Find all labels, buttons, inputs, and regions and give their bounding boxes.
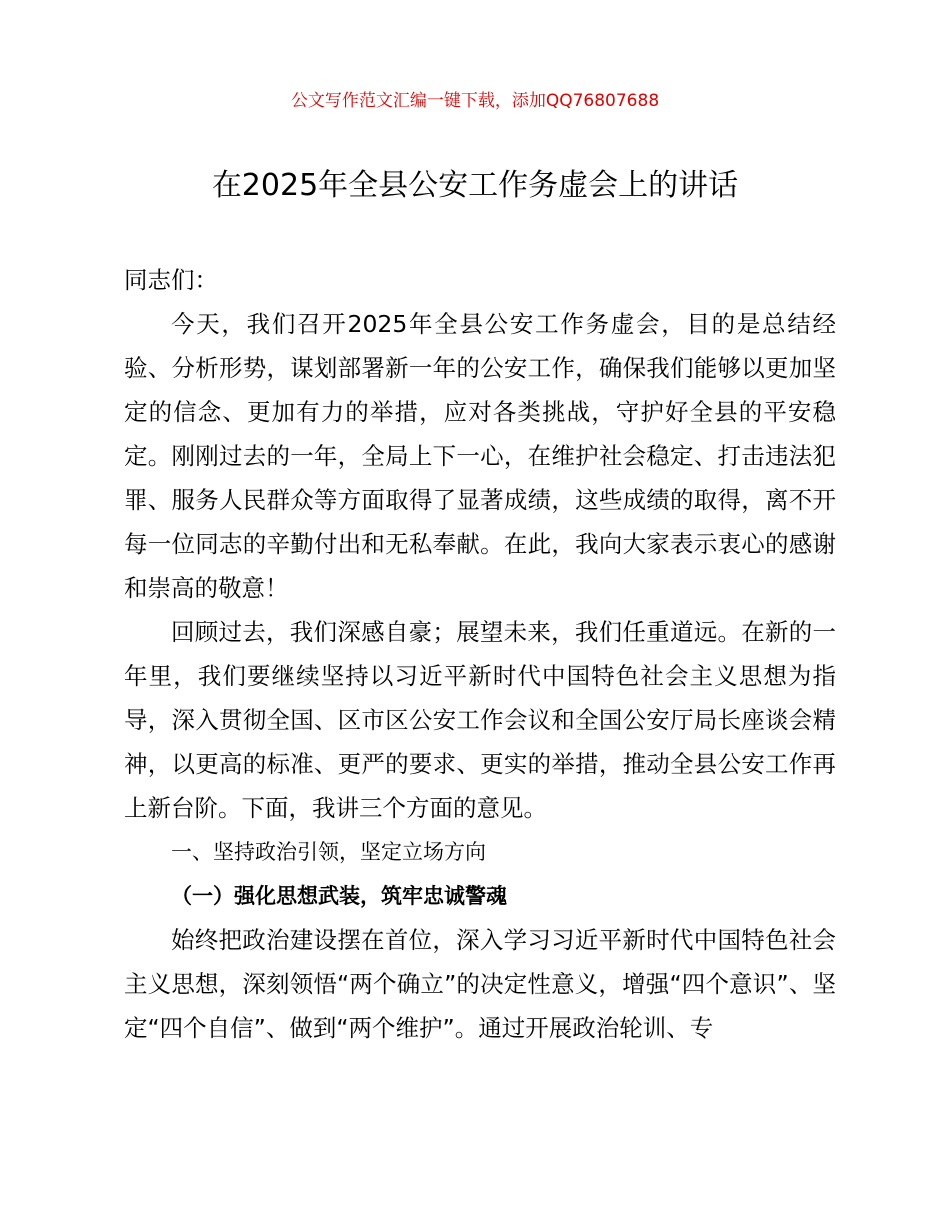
document-title: 在2025年全县公安工作务虚会上的讲话 (211, 168, 739, 203)
subsection-heading: （一）强化思想武装，筑牢忠诚警魂 (171, 884, 507, 908)
salutation: 同志们： (124, 266, 218, 294)
paragraph-intro: 今天，我们召开2025年全县公安工作务虚会，目的是总结经验、分析形势，谋划部署新一年的公安工作，确保我们能够以更加坚定的信念、更加有力的举措，应对各类挑战，守护好全县的平安稳定。刚刚过去的一年，全局上下一心，在维护社会稳定、打击违法犯罪、服务人民群众等方面取得了显著成绩，这些成绩的取得，离不开每一位同志的辛勤付出和无私奉献。在此，我向大家表示衷心的感谢和崇高的敬意！ (124, 310, 836, 602)
document-body (124, 258, 836, 1050)
paragraph-outlook: 回顾过去，我们深感自豪；展望未来，我们任重道远。在新的一年里，我们要继续坚持以习近平新时代中国特色社会主义思想为指导，深入贯彻全国、区市区公安工作会议和全国公安厅局长座谈会精神，以更高的标准、更严的要求、更实的举措，推动全县公安工作再上新台阶。下面，我讲三个方面的意见。 (124, 618, 836, 822)
download-banner: 公文写作范文汇编一键下载，添加QQ76807688 (290, 91, 660, 111)
section-heading: 一、坚持政治引领，坚定立场方向 (171, 840, 486, 864)
paragraph-section-one: 始终把政治建设摆在首位，深入学习习近平新时代中国特色社会主义思想，深刻领悟“两个确立”的决定性意义，增强“四个意识”、坚定“四个自信”、做到“两个维护”。通过开展政治轮训、专 (124, 926, 836, 1042)
